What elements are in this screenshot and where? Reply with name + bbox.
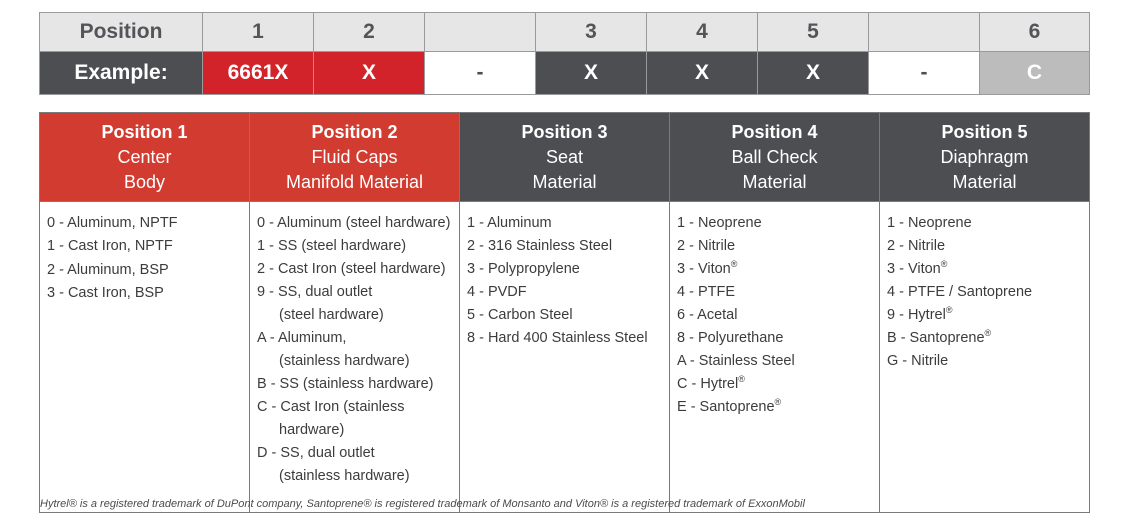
option-item (887, 212, 1085, 235)
option-item (467, 327, 665, 350)
option-item (887, 235, 1085, 258)
header-subtitle: Diaphragm (940, 146, 1029, 167)
option-item (257, 396, 455, 442)
option-text: 4 - PTFE (677, 284, 736, 300)
option-text: 3 - Viton (887, 261, 941, 277)
header-position-3 (460, 113, 670, 202)
header-subtitle: Fluid Caps (311, 146, 398, 167)
option-text: 6 - Acetal (677, 307, 738, 323)
header-position-5 (880, 113, 1090, 202)
example-value-2: X (314, 52, 425, 95)
option-text: A - Stainless Steel (677, 353, 795, 369)
example-label: Example: (40, 52, 203, 95)
header-position-4 (670, 113, 880, 202)
option-item (677, 212, 875, 235)
position-number-1: 1 (203, 13, 314, 52)
option-item (257, 373, 455, 396)
option-text: 1 - Neoprene (677, 215, 762, 231)
example-value-3: X (536, 52, 647, 95)
option-text: B - SS (stainless hardware) (257, 376, 434, 392)
option-item (887, 327, 1085, 350)
option-text: E - Santoprene (677, 399, 775, 415)
option-list (257, 212, 455, 488)
option-item (677, 373, 875, 396)
options-body-row (40, 202, 1090, 513)
option-item (677, 258, 875, 281)
options-cell-position-4 (670, 202, 880, 513)
registered-mark: ® (984, 328, 992, 339)
option-item (467, 304, 665, 327)
option-item (257, 327, 455, 373)
option-text: 0 - Aluminum (steel hardware) (257, 215, 451, 231)
header-position-2 (250, 113, 460, 202)
header-title: Position 5 (941, 121, 1028, 142)
option-item (887, 281, 1085, 304)
option-text: 9 - Hytrel (887, 307, 946, 323)
option-text: 4 - PVDF (467, 284, 527, 300)
option-item (467, 212, 665, 235)
option-text: 2 - Nitrile (887, 238, 946, 254)
option-text: 5 - Carbon Steel (467, 307, 573, 323)
option-item (887, 350, 1085, 373)
option-item (257, 442, 455, 488)
position-label: Position (40, 13, 203, 52)
option-item (677, 350, 875, 373)
example-value-6: C (980, 52, 1090, 95)
option-text: 2 - Aluminum, BSP (47, 261, 169, 278)
registered-mark: ® (945, 305, 953, 316)
option-item (887, 304, 1085, 327)
option-text: 1 - Cast Iron, NPTF (47, 238, 173, 255)
option-item (47, 212, 245, 235)
option-text: C - Cast Iron (stainless (257, 399, 405, 415)
header-title: Position 4 (731, 121, 818, 142)
header-title: Position 1 (101, 121, 188, 142)
options-table (39, 112, 1090, 513)
position-number-6: 6 (980, 13, 1090, 52)
option-list (887, 212, 1085, 373)
registered-mark: ® (730, 259, 738, 270)
option-item (47, 235, 245, 258)
option-item (467, 235, 665, 258)
option-item (257, 212, 455, 235)
option-text: A - Aluminum, (257, 330, 347, 346)
option-list (677, 212, 875, 419)
position-number-4: 4 (647, 13, 758, 52)
header-subtitle: Material (952, 171, 1017, 192)
position-number-3: 3 (536, 13, 647, 52)
option-text: G - Nitrile (887, 353, 949, 369)
header-subtitle: Seat (545, 146, 584, 167)
option-text-continued: (stainless hardware) (279, 468, 410, 484)
option-text: 1 - SS (steel hardware) (257, 238, 407, 254)
option-text: 2 - 316 Stainless Steel (467, 238, 613, 254)
option-text: 9 - SS, dual outlet (257, 284, 373, 300)
option-item (677, 304, 875, 327)
example-value-5: X (758, 52, 869, 95)
header-subtitle: Ball Check (731, 146, 818, 167)
header-title: Position 3 (521, 121, 608, 142)
header-subtitle: Material (742, 171, 807, 192)
option-list (47, 212, 245, 305)
option-text: D - SS, dual outlet (257, 445, 375, 461)
position-number-5: 5 (758, 13, 869, 52)
header-subtitle: Body (123, 171, 166, 192)
model-code-table (39, 12, 1090, 95)
option-item (257, 258, 455, 281)
option-text: 2 - Cast Iron (steel hardware) (257, 261, 446, 277)
option-text: 0 - Aluminum, NPTF (47, 215, 178, 231)
registered-mark: ® (738, 374, 745, 385)
position-row (40, 13, 1090, 52)
options-cell-position-2 (250, 202, 460, 513)
option-item (257, 281, 455, 327)
option-text: 3 - Polypropylene (467, 261, 580, 277)
option-text: 4 - PTFE / Santoprene (887, 284, 1033, 300)
option-text: 3 - Viton (677, 261, 731, 277)
option-text: 8 - Polyurethane (677, 330, 784, 346)
option-text: 8 - Hard 400 Stainless Steel (467, 330, 648, 346)
header-subtitle: Manifold Material (285, 171, 424, 192)
example-row (40, 52, 1090, 95)
header-position-1 (40, 113, 250, 202)
header-subtitle: Center (117, 146, 172, 167)
registered-mark: ® (940, 259, 948, 270)
option-text: B - Santoprene (887, 330, 985, 346)
option-item (677, 327, 875, 350)
option-list (467, 212, 665, 350)
options-cell-position-1 (40, 202, 250, 513)
example-value-1: 6661X (203, 52, 314, 95)
example-separator-1: - (425, 52, 536, 95)
trademark-footnote: Hytrel® is a registered trademark of DuPont company, Santoprene® is registered trademark of Monsanto and Viton® is a registered trademark of ExxonMobil (40, 498, 805, 510)
example-value-4: X (647, 52, 758, 95)
header-subtitle: Material (532, 171, 597, 192)
option-text: 3 - Cast Iron, BSP (47, 284, 164, 301)
registered-mark: ® (774, 397, 782, 408)
option-text: 1 - Aluminum (467, 215, 552, 231)
option-text: 1 - Neoprene (887, 215, 972, 231)
option-text: 2 - Nitrile (677, 238, 736, 254)
option-item (47, 259, 245, 282)
option-text-continued: (stainless hardware) (279, 353, 410, 369)
option-item (47, 282, 245, 305)
header-title: Position 2 (311, 121, 398, 142)
options-cell-position-5 (880, 202, 1090, 513)
option-item (887, 258, 1085, 281)
option-item (677, 235, 875, 258)
option-item (467, 281, 665, 304)
option-item (467, 258, 665, 281)
options-cell-position-3 (460, 202, 670, 513)
option-text: C - Hytrel (677, 376, 739, 392)
position-number-blank (425, 13, 536, 52)
option-text-continued: (steel hardware) (279, 307, 384, 323)
position-number-2: 2 (314, 13, 425, 52)
option-item (677, 281, 875, 304)
position-number-blank-2 (869, 13, 980, 52)
options-header-row (40, 113, 1090, 202)
option-item (257, 235, 455, 258)
option-item (677, 396, 875, 419)
option-text-continued: hardware) (279, 422, 345, 438)
example-separator-2: - (869, 52, 980, 95)
